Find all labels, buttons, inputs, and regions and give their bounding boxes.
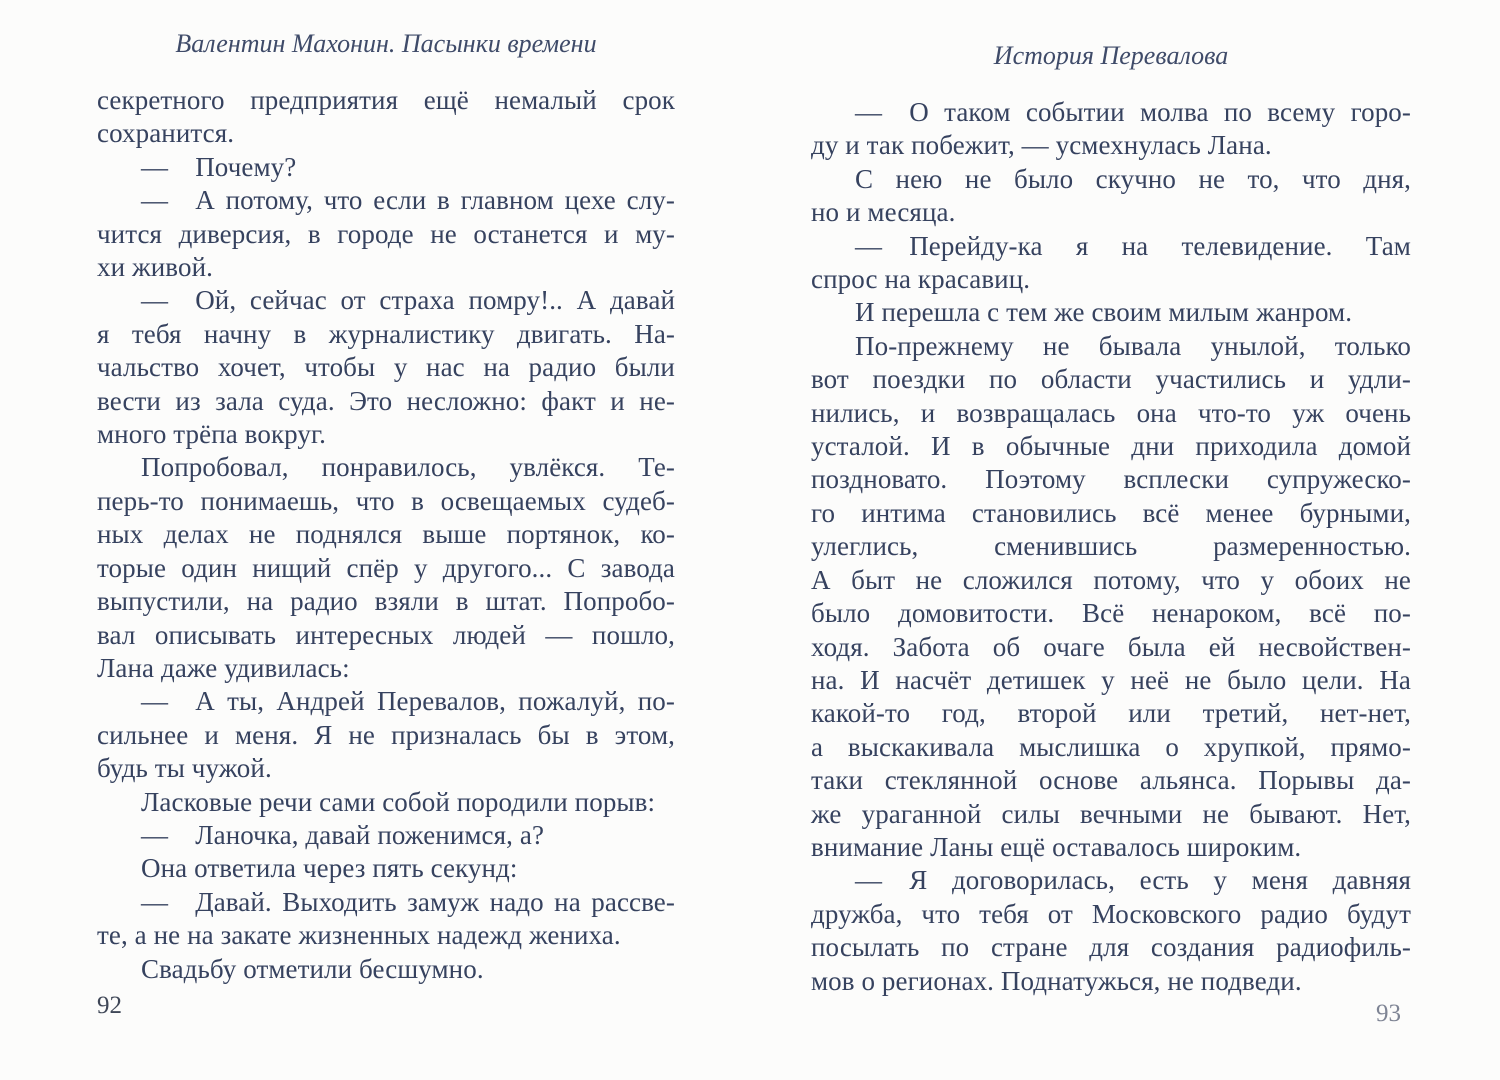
text-line: нились, и возвращалась она что-то уж очень [811,397,1411,428]
text-line: мов о регионах. Поднатужься, не подведи. [811,965,1302,996]
text-line: внимание Ланы ещё оставалось широким. [811,831,1302,862]
text-line: будь ты чужой. [97,753,272,784]
text-line: выпустили, на радио взяли в штат. Попробо- [97,586,675,617]
text-line: те, а не на закате жизненных надежд жениха. [97,920,621,951]
text-line: секретного предприятия ещё немалый срок [97,85,675,115]
text-line: таки стеклянной основе альянса. Порывы да- [811,765,1411,796]
text-line: было домовитости. Всё ненароком, всё по- [811,598,1411,629]
text-line: спрос на красавиц. [811,264,1031,295]
text-line: И перешла с тем же своим милым жанром. [855,297,1353,328]
text-line: какой-то год, второй или третий, нет-нет, [811,698,1411,729]
text-line: — Я договорилась, есть у меня давняя [855,865,1411,896]
text-line: поздновато. Поэтому всплески супружеско- [811,464,1411,495]
text-line: ду и так побежит, — усмехнулась Лана. [811,130,1272,161]
text-line: усталой. И в обычные дни приходила домой [811,431,1411,462]
text-line: вал описывать интересных людей — пошло, [97,619,675,650]
text-line: С нею не было скучно не то, что дня, [855,163,1411,194]
text-line: на. И насчёт детишек у неё не было цели. На [811,664,1411,695]
text-line: го интима становились всё менее бурными, [811,497,1411,528]
page-body [97,84,675,986]
text-line: перь-то понимаешь, что в освещаемых судеб- [97,485,675,516]
text-line: но и месяца. [811,197,956,228]
text-line: — Ланочка, давай поженимся, а? [141,819,545,850]
text-line: сильнее и меня. Я не призналась бы в этом, [97,719,675,750]
text-line: По-прежнему не бывала унылой, только [855,330,1411,361]
text-line: хи живой. [97,252,213,283]
text-line: торые один нищий спёр у другого... С завода [97,552,675,583]
text-line: Свадьбу отметили бесшумно. [141,953,484,984]
text-line: чальство хочет, чтобы у нас на радио были [97,352,675,383]
text-line: Попробовал, понравилось, увлёкся. Те- [141,452,675,483]
text-line: чится диверсия, в городе не останется и му- [97,218,675,249]
text-line: — Давай. Выходить замуж надо на рассве- [141,886,675,917]
page-number: 93 [1376,1000,1401,1027]
text-line: Она ответила через пять секунд: [141,853,518,884]
text-line: — Ой, сейчас от страха помру!.. А давай [141,285,675,316]
text-line: — А потому, что если в главном цехе слу- [141,185,675,216]
text-line: я тебя начну в журналистику двигать. На- [97,318,675,349]
text-line: Ласковые речи сами собой породили порыв: [141,786,656,817]
page-number: 92 [97,992,122,1019]
page-body [811,96,1411,998]
text-line: вести из зала суда. Это несложно: факт и не- [97,385,675,416]
text-line: — Почему? [141,151,297,182]
text-line: дружба, что тебя от Московского радио будут [811,898,1411,929]
text-line: улеглись, сменившись размеренностью. [811,531,1411,562]
text-line: — А ты, Андрей Перевалов, пожалуй, по- [141,686,675,717]
text-line: вот поездки по области участились и удли- [811,364,1411,395]
text-line: — О таком событии молва по всему горо- [855,97,1411,127]
text-line: а выскакивала мыслишка о хрупкой, прямо- [811,731,1411,762]
text-line: много трёпа вокруг. [97,419,326,450]
running-header: История Перевалова [993,41,1229,70]
text-line: ходя. Забота об очаге была ей несвойствен- [811,631,1411,662]
text-line: ных делах не поднялся выше портянок, ко- [97,519,675,550]
text-line: сохранится. [97,118,235,149]
text-line: посылать по стране для создания радиофиль- [811,932,1411,963]
text-line: же ураганной силы вечными не бывают. Нет, [811,798,1411,829]
text-line: А быт не сложился потому, что у обоих не [811,564,1411,595]
running-header: Валентин Махонин. Пасынки времени [175,29,597,58]
text-line: — Перейду-ка я на телевидение. Там [855,230,1411,261]
text-line: Лана даже удивилась: [97,652,350,683]
